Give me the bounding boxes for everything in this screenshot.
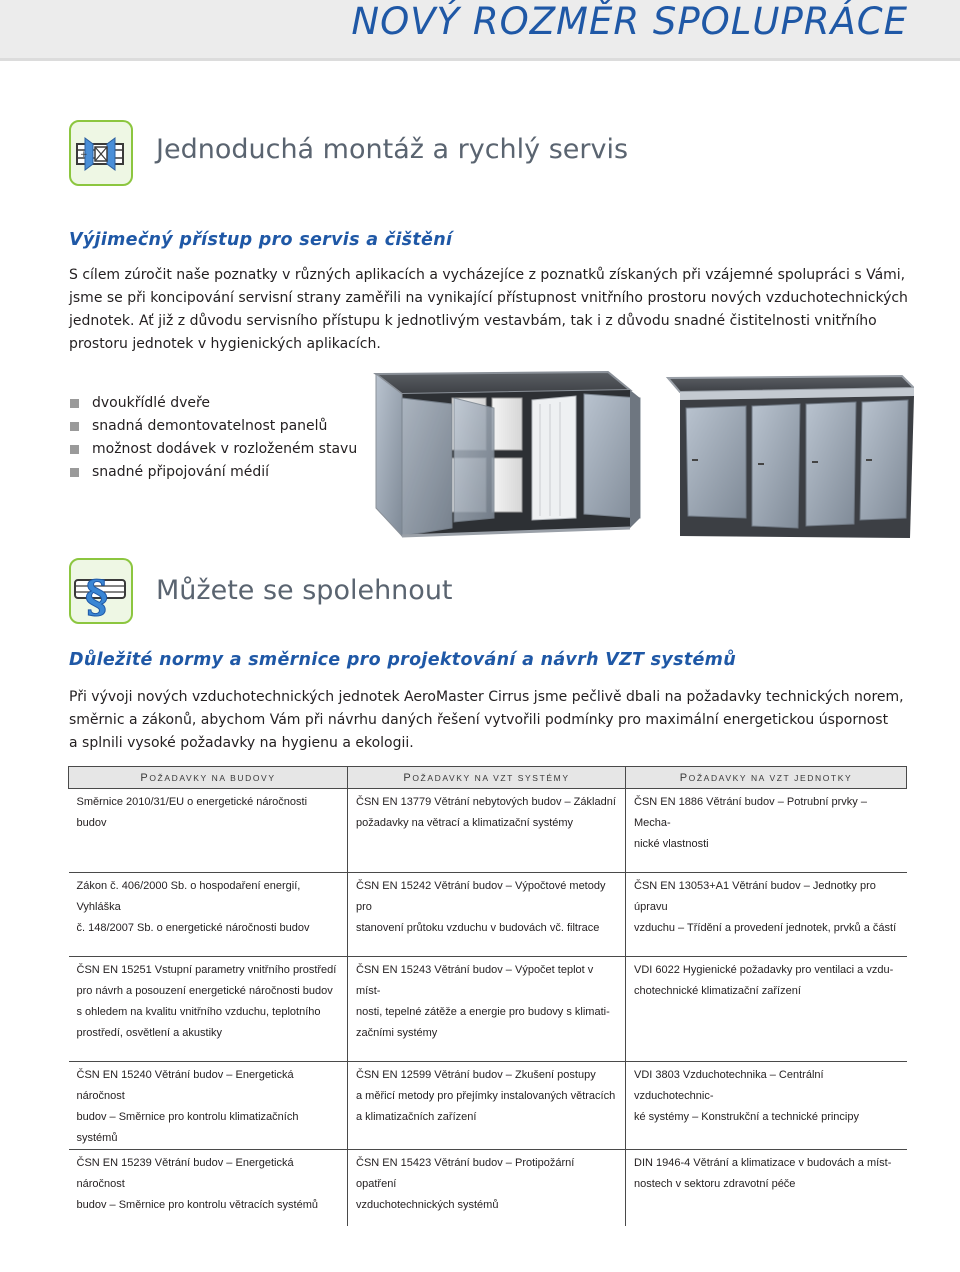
table-cell: ČSN EN 15251 Vstupní parametry vnitřního prostředí pro návrh a posouzení energetické náročnosti budov s ohledem na kvalitu vnitřního vzduchu, teplotního prostředí, osvětlení a akustiky (69, 957, 348, 1062)
column-header: POŽADAVKY NA VZT SYSTÉMY (348, 767, 626, 789)
table-header-row (69, 767, 907, 789)
table-cell: ČSN EN 12599 Větrání budov – Zkušení postupy a měřicí metody pro přejímky instalovaných větracích a klimatizačních zařízení (348, 1062, 626, 1150)
table-cell: ČSN EN 15423 Větrání budov – Protipožární opatření vzduchotechnických systémů (348, 1150, 626, 1226)
table-cell: ČSN EN 15243 Větrání budov – Výpočet teplot v míst- nosti, tepelné zátěže a energie pro budovy s klimati- začními systémy (348, 957, 626, 1062)
page-title: NOVÝ ROZMĚR SPOLUPRÁCE (351, 0, 908, 43)
table-cell: VDI 3803 Vzduchotechnika – Centrální vzduchotechnic- ké systémy – Konstrukční a technické principy (626, 1062, 907, 1150)
table-row (69, 957, 907, 1062)
list-item: snadné připojování médií (70, 461, 357, 484)
table-row (69, 789, 907, 873)
paragraph-line: jednotek. Ať již z důvodu servisního přístupu k jednotlivým vestavbám, tak i z důvodu snadné čistitelnosti vnitřního (69, 313, 877, 329)
table-cell: Směrnice 2010/31/EU o energetické náročnosti budov (69, 789, 348, 873)
subheading-normy: Důležité normy a směrnice pro projektování a návrh VZT systémů (69, 650, 736, 670)
paragraph-line: S cílem zúročit naše poznatky v různých aplikacích a vycházejíce z poznatků získaných při vzájemné spolupráci s Vámi, (69, 267, 906, 283)
paragraph-line: a splnili vysoké požadavky na hygienu a ekologii. (69, 735, 414, 751)
paragraph-line: směrnic a zákonů, abychom Vám při návrhu daných řešení vytvořili podmínky pro maximální energetickou úspornost (69, 712, 889, 728)
bullet-square-icon (70, 399, 79, 408)
paragraph-law-icon (69, 558, 133, 624)
table-cell: Zákon č. 406/2000 Sb. o hospodaření energií, Vyhláška č. 148/2007 Sb. o energetické náročnosti budov (69, 873, 348, 957)
table-cell: ČSN EN 15239 Větrání budov – Energetická náročnost budov – Směrnice pro kontrolu větracích systémů (69, 1150, 348, 1226)
table-row (69, 1150, 907, 1226)
table-cell: ČSN EN 1886 Větrání budov – Potrubní prvky – Mecha- nické vlastnosti (634, 796, 867, 850)
table-cell: ČSN EN 13053+A1 Větrání budov – Jednotky pro úpravu vzduchu – Třídění a provedení jednotek, prvků a částí (626, 873, 907, 957)
column-header: POŽADAVKY NA BUDOVY (69, 767, 348, 789)
table-cell: ČSN EN 15240 Větrání budov – Energetická náročnost budov – Směrnice pro kontrolu klimatizačních systémů (69, 1062, 348, 1150)
table-cell: ČSN EN 15242 Větrání budov – Výpočtové metody pro stanovení průtoku vzduchu v budovách vč. filtrace (348, 873, 626, 957)
paragraph-line: prostoru jednotek v hygienických aplikacích. (69, 336, 381, 352)
svg-text:+: + (80, 150, 88, 160)
norms-paragraph (69, 686, 909, 755)
paragraph-line: jsme se při koncipování servisní strany zaměřili na vynikající přístupnost vnitřního prostoru nových vzduchotechnických (69, 290, 908, 306)
bullet-square-icon (70, 468, 79, 477)
table-row (69, 1062, 907, 1150)
air-handling-unit-icon (69, 120, 133, 186)
table-cell: ČSN EN 13779 Větrání nebytových budov – Základní požadavky na větrací a klimatizační systémy (348, 789, 626, 873)
bullet-square-icon (70, 445, 79, 454)
list-item: možnost dodávek v rozloženém stavu (70, 438, 357, 461)
subheading-servis: Výjimečný přístup pro servis a čištění (69, 230, 453, 250)
bullet-square-icon (70, 422, 79, 431)
feature-list (70, 392, 357, 484)
paragraph-line: Při vývoji nových vzduchotechnických jednotek AeroMaster Cirrus jsme pečlivě dbali na požadavky technických norem, (69, 689, 904, 705)
column-header: POŽADAVKY NA VZT JEDNOTKY (626, 767, 907, 789)
table-row (69, 873, 907, 957)
table-cell: DIN 1946-4 Větrání a klimatizace v budovách a míst- nostech v sektoru zdravotní péče (626, 1150, 907, 1226)
air-handling-unit-illustration (362, 368, 914, 548)
svg-text:§: § (85, 572, 109, 622)
table-cell: VDI 6022 Hygienické požadavky pro ventilaci a vzdu- chotechnické klimatizační zařízení (626, 957, 907, 1062)
unit-closed-panels (668, 376, 914, 538)
section-title-spolehnout: Můžete se spolehnout (156, 575, 453, 606)
list-item: dvoukřídlé dveře (70, 392, 357, 415)
list-item: snadná demontovatelnost panelů (70, 415, 357, 438)
header-divider (0, 58, 960, 61)
section-title-montaz: Jednoduchá montáž a rychlý servis (156, 134, 629, 165)
unit-open-doors (376, 372, 640, 536)
norms-table (68, 766, 907, 1226)
intro-paragraph (69, 264, 909, 356)
